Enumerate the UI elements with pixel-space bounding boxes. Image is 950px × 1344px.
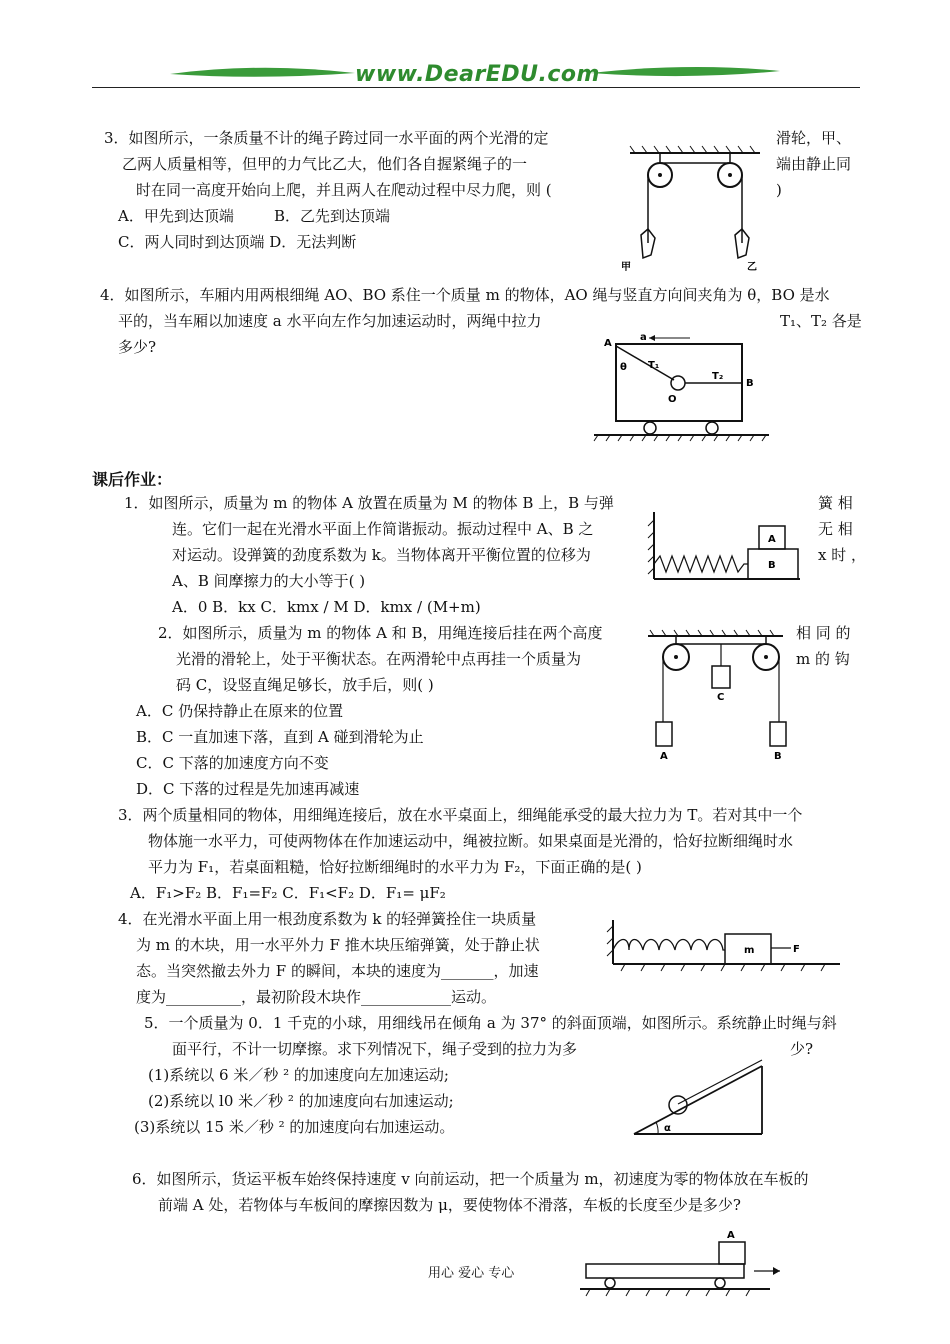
mass-A-label: A [660, 751, 668, 762]
hw4-line-4: 度为__________，最初阶段木块作____________运动。 [136, 988, 497, 1006]
hw2-line-3: 码 C，设竖直绳足够长，放手后，则( ) [176, 676, 434, 694]
label-yi: 乙 [747, 262, 757, 273]
hw2-line-2-right: m 的 钩 [796, 650, 850, 668]
hw2-option-c: C．C 下落的加速度方向不变 [136, 754, 329, 772]
q4-line-3: 多少? [118, 338, 157, 356]
q4-line-2-right: T₁、T₂ 各是 [780, 312, 862, 330]
hw3-line-1: 3．两个质量相同的物体，用细绳连接后，放在水平桌面上，细绳能承受的最大拉力为 T。若对其中一个 [118, 806, 803, 824]
label-jia: 甲 [621, 262, 631, 273]
label-theta: θ [620, 362, 627, 373]
q3-line-3-right: ) [776, 181, 782, 199]
flatbed-cart-figure [580, 1226, 790, 1306]
q3-option-b: B．乙先到达顶端 [274, 207, 391, 225]
hw2-line-2: 光滑的滑轮上，处于平衡状态。在两滑轮中点再挂一个质量为 [176, 650, 582, 668]
q3-line-1-right: 滑轮，甲、 [776, 129, 852, 147]
hw1-line-1: 1．如图所示，质量为 m 的物体 A 放置在质量为 M 的物体 B 上，B 与弹 [124, 494, 614, 512]
hw6-line-1: 6．如图所示，货运平板车始终保持速度 v 向前运动，把一个质量为 m，初速度为零的物体放在车板的 [132, 1170, 809, 1188]
label-A: A [604, 338, 612, 349]
hw2-option-d: D．C 下落的过程是先加速再减速 [136, 780, 360, 798]
q3-line-2: 乙两人质量相等，但甲的力气比乙大，他们各自握紧绳子的一 [122, 155, 528, 173]
hw5-line-2-right: 少? [790, 1040, 814, 1058]
section-title: 课后作业： [92, 470, 173, 489]
spring-blocks-figure [648, 512, 803, 584]
hw1-line-2-right: 无 相 [818, 520, 853, 538]
label-T1: T₁ [648, 360, 660, 371]
header-rule [92, 87, 860, 88]
hw1-options: A．0 B．kx C．kmx / M D．kmx / (M+m) [172, 598, 481, 616]
hw4-line-1: 4．在光滑水平面上用一根劲度系数为 k 的轻弹簧拴住一块质量 [118, 910, 537, 928]
hw1-line-4: A、B 间摩擦力的大小等于( ) [172, 572, 366, 590]
q3-line-2-right: 端由静止同 [776, 155, 852, 173]
hw4-line-3: 态。当突然撤去外力 F 的瞬间，本块的速度为_______，加速 [136, 962, 539, 980]
mass-B-label: B [774, 751, 782, 762]
hw4-line-2: 为 m 的木块，用一水平外力 F 推木块压缩弹簧，处于静止状 [136, 936, 540, 954]
label-a: a [640, 332, 647, 343]
hw3-line-3: 平力为 F₁，若桌面粗糙，恰好拉断细绳时的水平力为 F₂，下面正确的是( ) [148, 858, 642, 876]
q4-line-2: 平的，当车厢以加速度 a 水平向左作匀加速运动时，两绳中拉力 [118, 312, 542, 330]
hw1-line-2: 连。它们一起在光滑水平面上作简谐振动。振动过程中 A、B 之 [172, 520, 594, 538]
hw3-line-2: 物体施一水平力，可使两物体在作加速运动中，绳被拉断。如果桌面是光滑的，恰好拉断细绳时水 [148, 832, 794, 850]
label-T2: T₂ [712, 371, 724, 382]
block-m-label: m [744, 945, 755, 956]
label-O: O [668, 394, 677, 405]
label-B: B [746, 378, 754, 389]
hw5-line-1: 5．一个质量为 0．1 千克的小球，用细线吊在倾角 a 为 37° 的斜面顶端，如图所示。系统静止时绳与斜 [144, 1014, 837, 1032]
block-A-label: A [727, 1230, 735, 1241]
hw2-option-b: B．C 一直加速下落，直到 A 碰到滑轮为止 [136, 728, 424, 746]
q3-option-a: A．甲先到达顶端 [118, 207, 234, 225]
angle-alpha-label: α [664, 1123, 671, 1134]
pulley-hooked-mass-figure [648, 630, 788, 762]
hw1-line-3: 对运动。设弹簧的劲度系数为 k。当物体离开平衡位置的位移为 [172, 546, 591, 564]
footer-motto: 用心 爱心 专心 [428, 1266, 515, 1281]
q3-line-1: 3．如图所示，一条质量不计的绳子跨过同一水平面的两个光滑的定 [104, 129, 549, 147]
q4-line-1: 4．如图所示，车厢内用两根细绳 AO、BO 系住一个质量 m 的物体，AO 绳与竖直方向间夹角为 θ，BO 是水 [100, 286, 830, 304]
q3-options-cd: C．两人同时到达顶端 D．无法判断 [118, 233, 357, 251]
mass-C-label: C [717, 692, 725, 703]
spring-block-force-figure [605, 918, 845, 974]
hw1-line-1-right: 簧 相 [818, 494, 853, 512]
hw2-line-1: 2．如图所示，质量为 m 的物体 A 和 B，用绳连接后挂在两个高度 [158, 624, 603, 642]
hw2-option-a: A．C 仍保持静止在原来的位置 [136, 702, 344, 720]
hw5-part-3: (3)系统以 15 米／秒 ² 的加速度向右加速运动。 [134, 1118, 455, 1136]
hw2-line-1-right: 相 同 的 [796, 624, 851, 642]
site-logo[interactable]: www.DearEDU.com [355, 62, 600, 87]
q3-line-3: 时在同一高度开始向上爬，并且两人在爬动过程中尽力爬，则 ( [136, 181, 552, 199]
force-F-label: F [793, 944, 800, 955]
train-car-figure [594, 330, 774, 442]
block-A-label: A [768, 534, 776, 545]
hw5-part-1: (1)系统以 6 米／秒 ² 的加速度向左加速运动; [148, 1066, 449, 1084]
hw6-line-2: 前端 A 处，若物体与车板间的摩擦因数为 μ，要使物体不滑落，车板的长度至少是多少? [158, 1196, 741, 1214]
pulley-climbers-figure [621, 143, 765, 273]
hw5-part-2: (2)系统以 l0 米／秒 ² 的加速度向右加速运动; [148, 1092, 454, 1110]
incline-ball-figure [634, 1058, 774, 1136]
hw1-line-3-right: x 时 ， [818, 546, 866, 564]
hw3-options: A．F₁>F₂ B．F₁=F₂ C．F₁<F₂ D．F₁= μF₂ [130, 884, 446, 902]
hw5-line-2: 面平行，不计一切摩擦。求下列情况下，绳子受到的拉力为多 [172, 1040, 578, 1058]
block-B-label: B [768, 560, 776, 571]
